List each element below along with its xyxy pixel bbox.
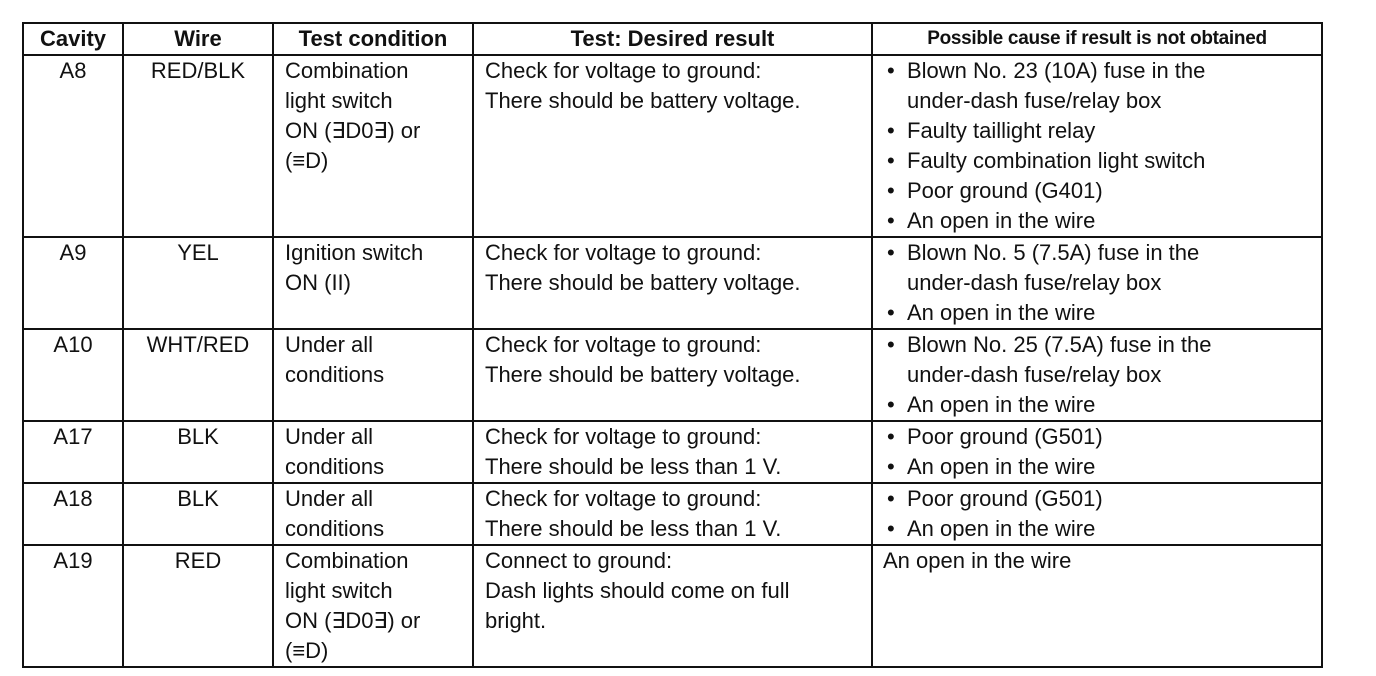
desired-result-line: There should be battery voltage. [485, 270, 801, 295]
table-row [23, 421, 1322, 483]
possible-cause-cell [872, 421, 1322, 483]
header-wire: Wire [123, 23, 273, 55]
desired-result-cell [473, 483, 872, 545]
test-condition-line: (≡D) [285, 638, 329, 663]
cause-text-line: under-dash fuse/relay box [907, 362, 1162, 387]
wire-color-cell: WHT/RED [123, 329, 273, 421]
desired-result-line: Check for voltage to ground: [485, 332, 762, 357]
desired-result-cell [473, 237, 872, 329]
header-possible-cause: Possible cause if result is not obtained [872, 23, 1322, 55]
cavity-cell: A19 [23, 545, 123, 667]
desired-result-cell [473, 545, 872, 667]
bullet-icon: • [887, 300, 895, 325]
desired-result-line: Check for voltage to ground: [485, 240, 762, 265]
cause-bullet-item [885, 390, 1317, 420]
wire-color-cell: BLK [123, 421, 273, 483]
bullet-icon: • [887, 424, 895, 449]
wire-color-cell: RED/BLK [123, 55, 273, 237]
table-row [23, 329, 1322, 421]
test-condition-line: conditions [285, 454, 385, 479]
test-condition-line: Ignition switch [285, 240, 424, 265]
test-condition-line: ON (∃D0∃) or [285, 118, 421, 143]
cause-text-line: Poor ground (G501) [907, 424, 1103, 449]
possible-cause-cell [872, 545, 1322, 667]
test-condition-line: light switch [285, 88, 393, 113]
cause-bullet-item [885, 484, 1317, 514]
cavity-cell: A18 [23, 483, 123, 545]
cause-bullet-item [885, 452, 1317, 482]
header-cavity: Cavity [23, 23, 123, 55]
test-condition-line: conditions [285, 362, 385, 387]
desired-result-cell [473, 421, 872, 483]
desired-result-line: Check for voltage to ground: [485, 486, 762, 511]
bullet-icon: • [887, 178, 895, 203]
cavity-cell: A10 [23, 329, 123, 421]
header-test-condition: Test condition [273, 23, 473, 55]
bullet-icon: • [887, 208, 895, 233]
desired-result-line: bright. [485, 608, 547, 633]
cause-bullet-item [885, 238, 1317, 298]
header-desired-result: Test: Desired result [473, 23, 872, 55]
desired-result-line: There should be battery voltage. [485, 362, 801, 387]
diagnostic-table-container [22, 22, 1321, 668]
cause-text-line: An open in the wire [907, 516, 1096, 541]
table-row [23, 55, 1322, 237]
bullet-icon: • [887, 516, 895, 541]
desired-result-cell [473, 329, 872, 421]
cause-text-line: under-dash fuse/relay box [907, 270, 1162, 295]
cause-text-line: An open in the wire [907, 208, 1096, 233]
cause-text-line: An open in the wire [907, 454, 1096, 479]
table-row [23, 237, 1322, 329]
cause-bullet-item [885, 330, 1317, 390]
possible-cause-cell [872, 483, 1322, 545]
wire-color-cell: BLK [123, 483, 273, 545]
possible-cause-cell [872, 55, 1322, 237]
test-condition-cell [273, 329, 473, 421]
cavity-cell: A9 [23, 237, 123, 329]
test-condition-line: Under all [285, 424, 374, 449]
wire-color-cell: RED [123, 545, 273, 667]
cause-bullet-item [885, 176, 1317, 206]
desired-result-line: There should be battery voltage. [485, 88, 801, 113]
test-condition-line: Combination [285, 548, 409, 573]
possible-cause-cell [872, 237, 1322, 329]
desired-result-cell [473, 55, 872, 237]
bullet-icon: • [887, 392, 895, 417]
cause-bullet-item [885, 116, 1317, 146]
desired-result-line: Check for voltage to ground: [485, 424, 762, 449]
cause-bullet-item [885, 298, 1317, 328]
bullet-icon: • [887, 240, 895, 265]
cavity-cell: A17 [23, 421, 123, 483]
bullet-icon: • [887, 332, 895, 357]
test-condition-line: ON (II) [285, 270, 351, 295]
test-condition-line: Combination [285, 58, 409, 83]
test-condition-line: light switch [285, 578, 393, 603]
cause-text-line: Faulty taillight relay [907, 118, 1096, 143]
test-condition-line: (≡D) [285, 148, 329, 173]
cause-text-line: An open in the wire [883, 548, 1072, 573]
wire-color-cell: YEL [123, 237, 273, 329]
cavity-cell: A8 [23, 55, 123, 237]
table-row [23, 545, 1322, 667]
cause-text-line: Blown No. 25 (7.5A) fuse in the [907, 332, 1212, 357]
cause-bullet-item [885, 206, 1317, 236]
test-condition-cell [273, 421, 473, 483]
cause-text-line: Poor ground (G501) [907, 486, 1103, 511]
cause-bullet-item [885, 146, 1317, 176]
test-condition-line: Under all [285, 486, 374, 511]
possible-cause-cell [872, 329, 1322, 421]
test-condition-cell [273, 55, 473, 237]
bullet-icon: • [887, 58, 895, 83]
cause-text-line: Blown No. 23 (10A) fuse in the [907, 58, 1206, 83]
bullet-icon: • [887, 454, 895, 479]
bullet-icon: • [887, 118, 895, 143]
cause-text-line: An open in the wire [907, 300, 1096, 325]
test-condition-cell [273, 545, 473, 667]
table-row [23, 483, 1322, 545]
test-condition-line: Under all [285, 332, 374, 357]
test-condition-cell [273, 237, 473, 329]
desired-result-line: There should be less than 1 V. [485, 454, 782, 479]
bullet-icon: • [887, 486, 895, 511]
cause-text-line: under-dash fuse/relay box [907, 88, 1162, 113]
test-condition-line: conditions [285, 516, 385, 541]
connector-test-table [22, 22, 1323, 668]
cause-bullet-item [885, 422, 1317, 452]
cause-bullet-item [885, 56, 1317, 116]
cause-text-line: Faulty combination light switch [907, 148, 1206, 173]
cause-text-line: Poor ground (G401) [907, 178, 1103, 203]
test-condition-cell [273, 483, 473, 545]
desired-result-line: There should be less than 1 V. [485, 516, 782, 541]
desired-result-line: Dash lights should come on full [485, 578, 790, 603]
cause-bullet-item [885, 514, 1317, 544]
bullet-icon: • [887, 148, 895, 173]
desired-result-line: Connect to ground: [485, 548, 673, 573]
header-row [23, 23, 1322, 55]
cause-text-line: Blown No. 5 (7.5A) fuse in the [907, 240, 1200, 265]
cause-text-line: An open in the wire [907, 392, 1096, 417]
desired-result-line: Check for voltage to ground: [485, 58, 762, 83]
table-body [23, 55, 1322, 667]
test-condition-line: ON (∃D0∃) or [285, 608, 421, 633]
